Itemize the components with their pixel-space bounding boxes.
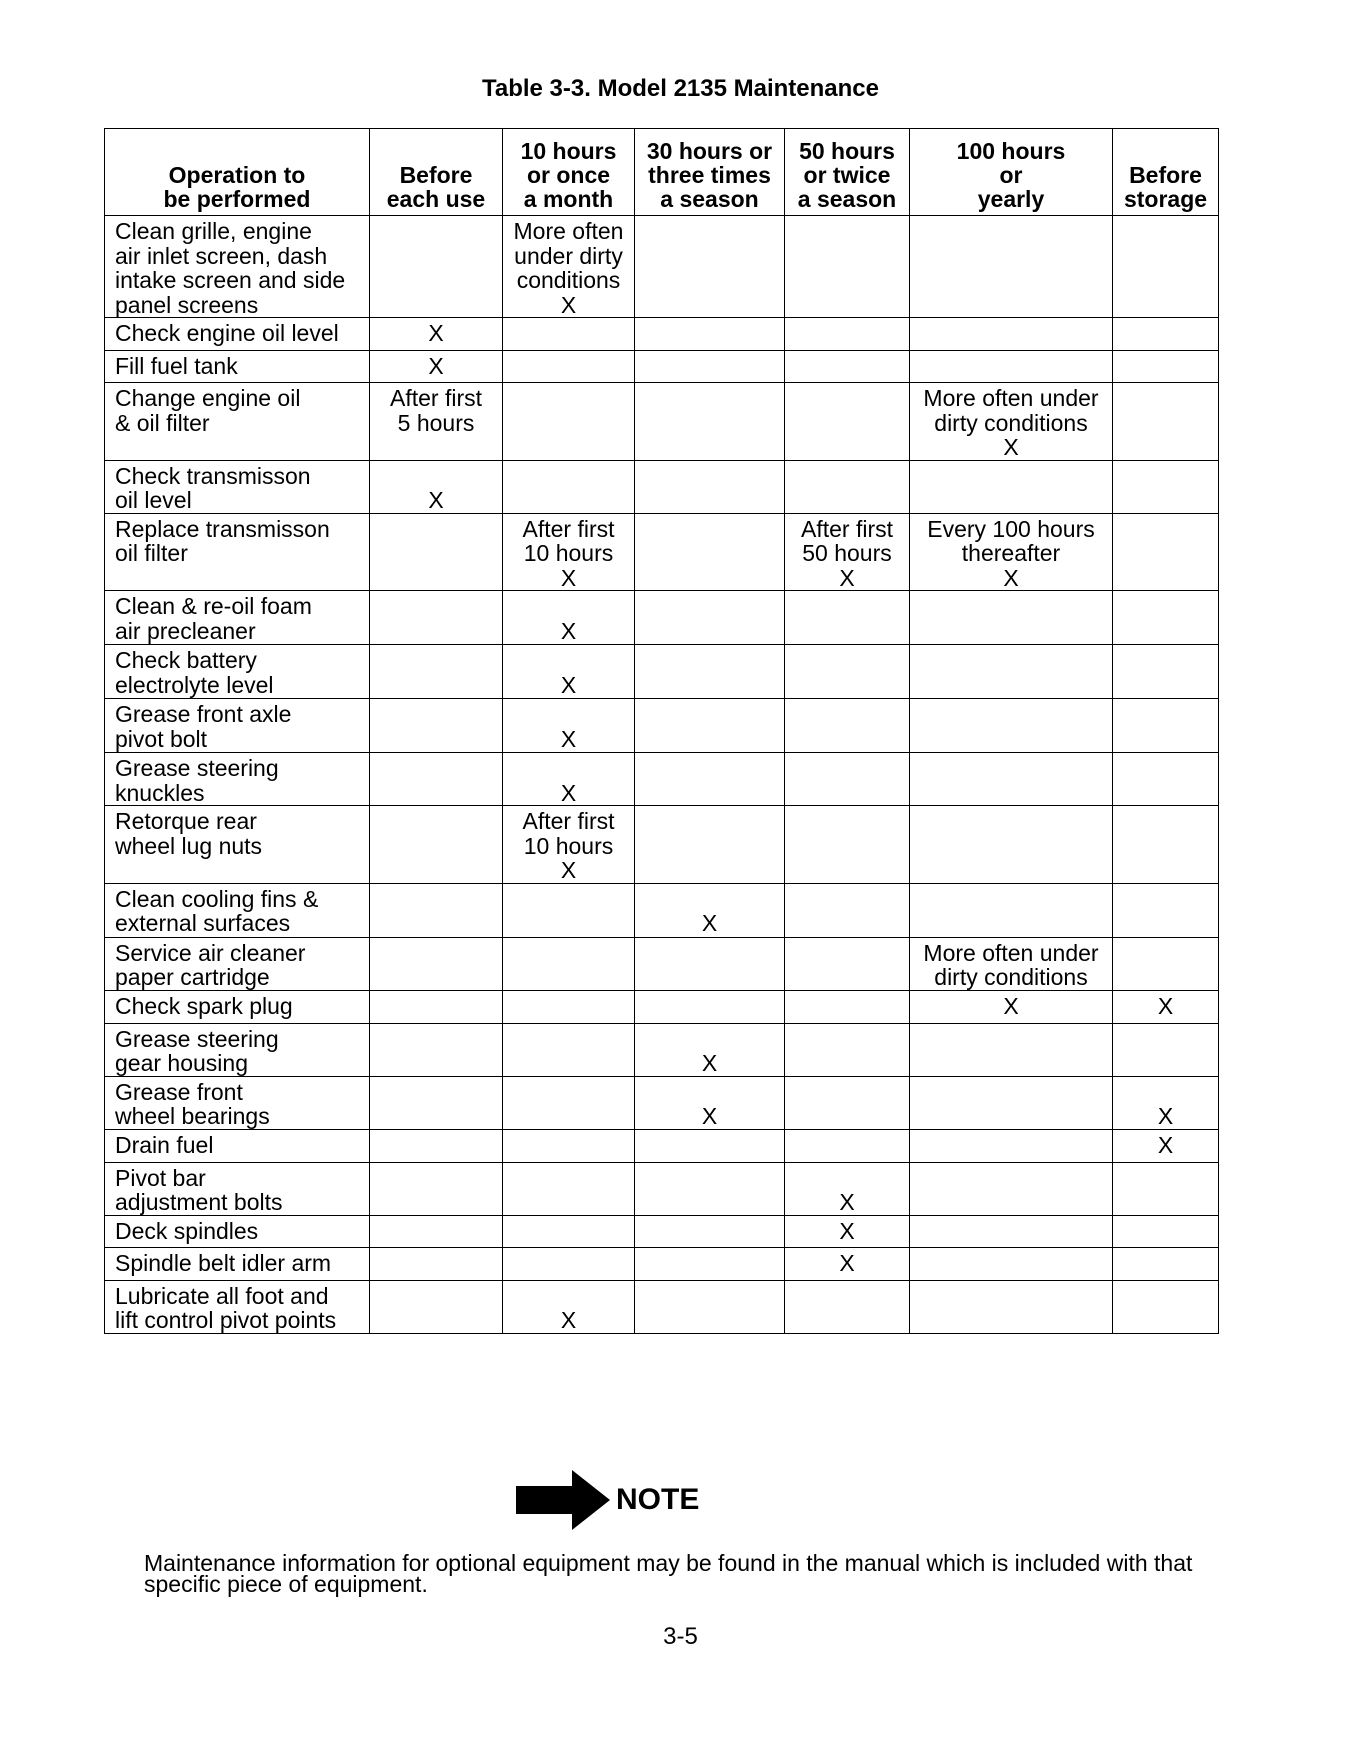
table-row bbox=[105, 318, 1219, 351]
interval-cell bbox=[910, 1247, 1113, 1280]
interval-mark: X bbox=[560, 617, 577, 644]
interval-cell bbox=[785, 1247, 910, 1280]
column-header-3 bbox=[635, 129, 785, 216]
interval-mark: X bbox=[839, 1189, 855, 1215]
interval-cell bbox=[635, 937, 785, 990]
interval-cell bbox=[370, 937, 503, 990]
interval-cell bbox=[503, 591, 635, 645]
note-text: Maintenance information for optional equipment may be found in the manual which is included with that specific piece of equipment. bbox=[144, 1550, 1193, 1597]
interval-mark bbox=[509, 1284, 628, 1309]
interval-mark bbox=[641, 1027, 778, 1052]
interval-cell bbox=[635, 1280, 785, 1333]
interval-mark bbox=[376, 464, 496, 489]
interval-mark: X bbox=[701, 910, 718, 936]
interval-cell bbox=[370, 645, 503, 699]
table-row bbox=[105, 1129, 1219, 1162]
operation-text: panel screens bbox=[115, 291, 259, 318]
interval-mark: X bbox=[560, 564, 577, 591]
interval-cell bbox=[635, 1162, 785, 1215]
interval-cell bbox=[910, 1129, 1113, 1162]
table-row bbox=[105, 753, 1219, 806]
column-header-line: three times bbox=[648, 162, 771, 188]
operation-text: knuckles bbox=[115, 779, 205, 806]
table-row bbox=[105, 883, 1219, 937]
table-header bbox=[105, 129, 1219, 216]
column-header-line: Operation to bbox=[168, 162, 306, 188]
header-row bbox=[105, 129, 1219, 216]
column-header-line: or twice bbox=[803, 162, 891, 188]
operation-text: Grease front bbox=[115, 1078, 243, 1105]
interval-mark: More often under bbox=[923, 385, 1099, 411]
interval-cell bbox=[370, 883, 503, 937]
interval-cell bbox=[785, 383, 910, 461]
interval-mark: X bbox=[1003, 992, 1019, 1019]
interval-cell bbox=[635, 591, 785, 645]
interval-cell bbox=[503, 699, 635, 753]
interval-cell bbox=[1113, 1076, 1219, 1129]
interval-cell bbox=[635, 216, 785, 318]
operation-cell bbox=[105, 1162, 370, 1215]
interval-cell bbox=[785, 1129, 910, 1162]
operation-text: oil filter bbox=[115, 540, 188, 566]
operation-text: air precleaner bbox=[115, 617, 256, 644]
interval-mark bbox=[509, 594, 628, 619]
interval-mark: X bbox=[428, 320, 444, 346]
interval-cell bbox=[370, 318, 503, 351]
interval-cell bbox=[635, 990, 785, 1023]
interval-cell bbox=[910, 990, 1113, 1023]
interval-cell bbox=[503, 1076, 635, 1129]
table-row bbox=[105, 1162, 1219, 1215]
interval-cell bbox=[785, 1023, 910, 1076]
interval-cell bbox=[635, 753, 785, 806]
interval-mark: X bbox=[560, 779, 577, 806]
interval-cell bbox=[1113, 216, 1219, 318]
interval-cell bbox=[1113, 990, 1219, 1023]
interval-mark: More often under bbox=[923, 939, 1099, 966]
interval-cell bbox=[503, 645, 635, 699]
operation-text: intake screen and side bbox=[115, 267, 346, 293]
operation-text: Check transmisson bbox=[115, 462, 311, 489]
interval-cell bbox=[635, 513, 785, 591]
operation-cell bbox=[105, 699, 370, 753]
note-label: NOTE bbox=[616, 1483, 700, 1516]
operation-cell bbox=[105, 1215, 370, 1247]
interval-cell bbox=[785, 1162, 910, 1215]
interval-cell bbox=[370, 383, 503, 461]
table-row bbox=[105, 937, 1219, 990]
operation-text: Deck spindles bbox=[115, 1217, 259, 1244]
interval-cell bbox=[1113, 699, 1219, 753]
interval-cell bbox=[910, 513, 1113, 591]
operation-text: wheel lug nuts bbox=[115, 832, 263, 859]
interval-cell bbox=[635, 699, 785, 753]
interval-cell bbox=[1113, 591, 1219, 645]
interval-cell bbox=[635, 383, 785, 461]
interval-mark bbox=[791, 1166, 903, 1191]
interval-cell bbox=[370, 806, 503, 884]
operation-text: Grease front axle bbox=[115, 701, 292, 727]
interval-cell bbox=[1113, 645, 1219, 699]
interval-cell bbox=[370, 351, 503, 383]
interval-mark bbox=[641, 1080, 778, 1105]
column-header-line: each use bbox=[386, 186, 486, 212]
table-row bbox=[105, 1023, 1219, 1076]
interval-cell bbox=[910, 1215, 1113, 1247]
interval-cell bbox=[1113, 883, 1219, 937]
interval-cell bbox=[910, 699, 1113, 753]
column-header-0 bbox=[105, 129, 370, 216]
column-header-4 bbox=[785, 129, 910, 216]
interval-cell bbox=[370, 753, 503, 806]
column-header-line: 30 hours or bbox=[646, 138, 773, 164]
table-row bbox=[105, 460, 1219, 513]
interval-cell bbox=[910, 883, 1113, 937]
table-row bbox=[105, 591, 1219, 645]
interval-cell bbox=[635, 351, 785, 383]
interval-mark: X bbox=[1003, 434, 1019, 460]
interval-cell bbox=[910, 351, 1113, 383]
interval-cell bbox=[910, 937, 1113, 990]
column-header-line: or once bbox=[526, 162, 611, 188]
interval-cell bbox=[503, 883, 635, 937]
column-header-line: Before bbox=[399, 162, 473, 188]
column-header-line: 100 hours bbox=[956, 138, 1066, 164]
interval-mark: dirty conditions bbox=[934, 964, 1088, 990]
interval-cell bbox=[910, 460, 1113, 513]
operation-cell bbox=[105, 318, 370, 351]
interval-cell bbox=[785, 645, 910, 699]
interval-cell bbox=[785, 513, 910, 591]
column-header-line: 10 hours bbox=[520, 138, 617, 164]
interval-mark: X bbox=[428, 487, 444, 513]
interval-cell bbox=[503, 1280, 635, 1333]
column-header-1 bbox=[370, 129, 503, 216]
interval-mark: After first bbox=[389, 385, 482, 411]
interval-cell bbox=[910, 1162, 1113, 1215]
table-row bbox=[105, 216, 1219, 318]
column-header-5 bbox=[910, 129, 1113, 216]
interval-cell bbox=[785, 1280, 910, 1333]
interval-mark: X bbox=[839, 564, 855, 591]
table-row bbox=[105, 513, 1219, 591]
interval-cell bbox=[785, 351, 910, 383]
interval-cell bbox=[785, 216, 910, 318]
operation-text: air inlet screen, dash bbox=[115, 242, 328, 269]
operation-cell bbox=[105, 351, 370, 383]
table-row bbox=[105, 699, 1219, 753]
interval-mark: under dirty bbox=[514, 242, 623, 269]
operation-cell bbox=[105, 645, 370, 699]
interval-cell bbox=[370, 1247, 503, 1280]
operation-text: Lubricate all foot and bbox=[115, 1282, 329, 1309]
table-body bbox=[105, 216, 1219, 1334]
table-row bbox=[105, 351, 1219, 383]
operation-cell bbox=[105, 460, 370, 513]
operation-cell bbox=[105, 1247, 370, 1280]
interval-cell bbox=[910, 1076, 1113, 1129]
interval-cell bbox=[503, 351, 635, 383]
interval-mark: More often bbox=[513, 218, 624, 244]
table-row bbox=[105, 645, 1219, 699]
table-row bbox=[105, 990, 1219, 1023]
interval-mark: X bbox=[560, 671, 577, 698]
interval-cell bbox=[785, 806, 910, 884]
interval-cell bbox=[1113, 383, 1219, 461]
operation-cell bbox=[105, 1280, 370, 1333]
interval-cell bbox=[1113, 1162, 1219, 1215]
column-header-2 bbox=[503, 129, 635, 216]
operation-text: Check battery bbox=[115, 647, 257, 673]
interval-cell bbox=[503, 383, 635, 461]
column-header-line: be performed bbox=[163, 186, 311, 212]
operation-text: Replace transmisson bbox=[115, 515, 330, 542]
interval-cell bbox=[910, 753, 1113, 806]
interval-mark: conditions bbox=[516, 267, 621, 293]
interval-cell bbox=[1113, 1129, 1219, 1162]
column-header-line: storage bbox=[1123, 186, 1208, 212]
interval-cell bbox=[635, 1129, 785, 1162]
column-header-6 bbox=[1113, 129, 1219, 216]
interval-cell bbox=[635, 1023, 785, 1076]
operation-text: Retorque rear bbox=[115, 808, 257, 834]
operation-text: gear housing bbox=[115, 1050, 248, 1076]
operation-text: paper cartridge bbox=[115, 964, 270, 990]
interval-cell bbox=[910, 1023, 1113, 1076]
operation-cell bbox=[105, 883, 370, 937]
interval-mark bbox=[509, 702, 628, 727]
arrow-right-icon bbox=[516, 1470, 612, 1530]
operation-cell bbox=[105, 937, 370, 990]
operation-text: adjustment bolts bbox=[115, 1189, 283, 1215]
interval-mark bbox=[1119, 1080, 1212, 1105]
interval-cell bbox=[503, 1215, 635, 1247]
interval-cell bbox=[635, 645, 785, 699]
operation-text: electrolyte level bbox=[115, 671, 274, 698]
interval-cell bbox=[635, 1215, 785, 1247]
interval-mark bbox=[509, 756, 628, 781]
table-row bbox=[105, 806, 1219, 884]
interval-cell bbox=[1113, 1215, 1219, 1247]
interval-cell bbox=[785, 1215, 910, 1247]
interval-cell bbox=[370, 1129, 503, 1162]
interval-cell bbox=[635, 883, 785, 937]
interval-mark: X bbox=[1003, 564, 1019, 591]
operation-text: external surfaces bbox=[115, 910, 291, 936]
interval-mark bbox=[641, 887, 778, 912]
interval-cell bbox=[370, 1215, 503, 1247]
operation-text: Spindle belt idler arm bbox=[115, 1249, 332, 1276]
interval-cell bbox=[1113, 351, 1219, 383]
interval-cell bbox=[635, 1247, 785, 1280]
table-row bbox=[105, 383, 1219, 461]
table-row bbox=[105, 1280, 1219, 1333]
interval-mark: X bbox=[1157, 1103, 1174, 1129]
interval-mark: After first bbox=[522, 515, 615, 542]
interval-cell bbox=[1113, 1247, 1219, 1280]
column-header-line: Before bbox=[1129, 162, 1202, 188]
column-header-line: 50 hours bbox=[799, 138, 895, 164]
interval-cell bbox=[785, 318, 910, 351]
interval-cell bbox=[370, 1162, 503, 1215]
interval-cell bbox=[503, 318, 635, 351]
interval-mark: 10 hours bbox=[523, 832, 614, 859]
column-header-line: or bbox=[999, 162, 1023, 188]
interval-cell bbox=[785, 591, 910, 645]
interval-cell bbox=[910, 318, 1113, 351]
operation-cell bbox=[105, 806, 370, 884]
interval-cell bbox=[635, 460, 785, 513]
interval-mark bbox=[509, 648, 628, 673]
interval-cell bbox=[910, 645, 1113, 699]
operation-cell bbox=[105, 1129, 370, 1162]
interval-cell bbox=[910, 806, 1113, 884]
interval-cell bbox=[785, 883, 910, 937]
operation-text: Check engine oil level bbox=[115, 320, 339, 346]
table-row bbox=[105, 1247, 1219, 1280]
interval-mark: X bbox=[839, 1249, 855, 1276]
operation-text: & oil filter bbox=[115, 409, 210, 436]
interval-cell bbox=[503, 513, 635, 591]
interval-mark: 10 hours bbox=[523, 540, 614, 566]
operation-text: Fill fuel tank bbox=[115, 353, 238, 379]
operation-cell bbox=[105, 990, 370, 1023]
interval-cell bbox=[503, 1247, 635, 1280]
interval-mark: X bbox=[560, 857, 577, 883]
interval-mark: X bbox=[428, 353, 444, 379]
interval-cell bbox=[1113, 1023, 1219, 1076]
interval-cell bbox=[503, 990, 635, 1023]
interval-mark: X bbox=[1157, 1131, 1174, 1158]
interval-cell bbox=[785, 937, 910, 990]
column-header-line: a season bbox=[797, 186, 897, 212]
interval-mark: X bbox=[839, 1217, 855, 1244]
operation-cell bbox=[105, 1023, 370, 1076]
interval-cell bbox=[370, 1023, 503, 1076]
interval-cell bbox=[785, 1076, 910, 1129]
column-header-line: a month bbox=[523, 186, 614, 212]
interval-cell bbox=[370, 699, 503, 753]
operation-text: Clean & re-oil foam bbox=[115, 593, 312, 619]
interval-mark: Every 100 hours bbox=[927, 515, 1095, 542]
interval-cell bbox=[1113, 806, 1219, 884]
operation-text: pivot bolt bbox=[115, 725, 208, 752]
interval-cell bbox=[370, 990, 503, 1023]
interval-cell bbox=[785, 753, 910, 806]
interval-cell bbox=[635, 806, 785, 884]
interval-mark: X bbox=[1157, 992, 1174, 1019]
interval-mark: thereafter bbox=[961, 540, 1061, 566]
interval-cell bbox=[370, 460, 503, 513]
interval-cell bbox=[910, 216, 1113, 318]
column-header-line: yearly bbox=[977, 186, 1045, 212]
operation-cell bbox=[105, 216, 370, 318]
operation-text: Pivot bar bbox=[115, 1164, 206, 1191]
interval-cell bbox=[503, 216, 635, 318]
interval-cell bbox=[785, 699, 910, 753]
interval-cell bbox=[503, 1023, 635, 1076]
interval-cell bbox=[370, 1280, 503, 1333]
interval-mark: 50 hours bbox=[802, 540, 892, 566]
interval-cell bbox=[370, 1076, 503, 1129]
interval-cell bbox=[1113, 460, 1219, 513]
operation-cell bbox=[105, 1076, 370, 1129]
table-row bbox=[105, 1076, 1219, 1129]
operation-text: Service air cleaner bbox=[115, 939, 306, 966]
interval-cell bbox=[503, 753, 635, 806]
interval-cell bbox=[1113, 753, 1219, 806]
operation-text: Clean grille, engine bbox=[115, 218, 312, 244]
operation-text: oil level bbox=[115, 487, 192, 513]
interval-mark: X bbox=[560, 291, 577, 318]
interval-cell bbox=[503, 1162, 635, 1215]
operation-text: Check spark plug bbox=[115, 992, 293, 1019]
interval-mark: After first bbox=[522, 808, 615, 834]
interval-mark: 5 hours bbox=[397, 409, 475, 436]
interval-cell bbox=[503, 806, 635, 884]
interval-cell bbox=[1113, 1280, 1219, 1333]
operation-cell bbox=[105, 383, 370, 461]
interval-cell bbox=[1113, 937, 1219, 990]
interval-mark: After first bbox=[800, 515, 893, 542]
interval-cell bbox=[370, 513, 503, 591]
page-number: 3-5 bbox=[663, 1623, 698, 1650]
interval-cell bbox=[1113, 318, 1219, 351]
operation-text: wheel bearings bbox=[115, 1103, 270, 1129]
operation-text: lift control pivot points bbox=[115, 1307, 337, 1333]
column-header-line: a season bbox=[660, 186, 759, 212]
interval-mark: X bbox=[701, 1050, 718, 1076]
interval-mark: dirty conditions bbox=[934, 409, 1088, 436]
operation-text: Grease steering bbox=[115, 1025, 279, 1052]
operation-cell bbox=[105, 753, 370, 806]
interval-cell bbox=[635, 318, 785, 351]
interval-mark: X bbox=[701, 1103, 718, 1129]
interval-cell bbox=[370, 591, 503, 645]
operation-cell bbox=[105, 591, 370, 645]
interval-cell bbox=[785, 990, 910, 1023]
interval-cell bbox=[1113, 513, 1219, 591]
interval-mark: X bbox=[560, 1307, 577, 1333]
interval-cell bbox=[910, 383, 1113, 461]
interval-cell bbox=[503, 937, 635, 990]
maintenance-table bbox=[104, 128, 1219, 1334]
interval-cell bbox=[785, 460, 910, 513]
operation-text: Clean cooling fins & bbox=[115, 885, 319, 912]
table-row bbox=[105, 1215, 1219, 1247]
interval-cell bbox=[910, 1280, 1113, 1333]
operation-text: Change engine oil bbox=[115, 385, 301, 411]
table-title: Table 3-3. Model 2135 Maintenance bbox=[481, 75, 880, 102]
operation-text: Grease steering bbox=[115, 755, 279, 781]
interval-cell bbox=[910, 591, 1113, 645]
operation-cell bbox=[105, 513, 370, 591]
interval-mark: X bbox=[560, 725, 577, 752]
interval-cell bbox=[635, 1076, 785, 1129]
interval-cell bbox=[503, 1129, 635, 1162]
note-callout bbox=[516, 1468, 776, 1532]
operation-text: Drain fuel bbox=[115, 1131, 214, 1158]
interval-cell bbox=[503, 460, 635, 513]
interval-cell bbox=[370, 216, 503, 318]
